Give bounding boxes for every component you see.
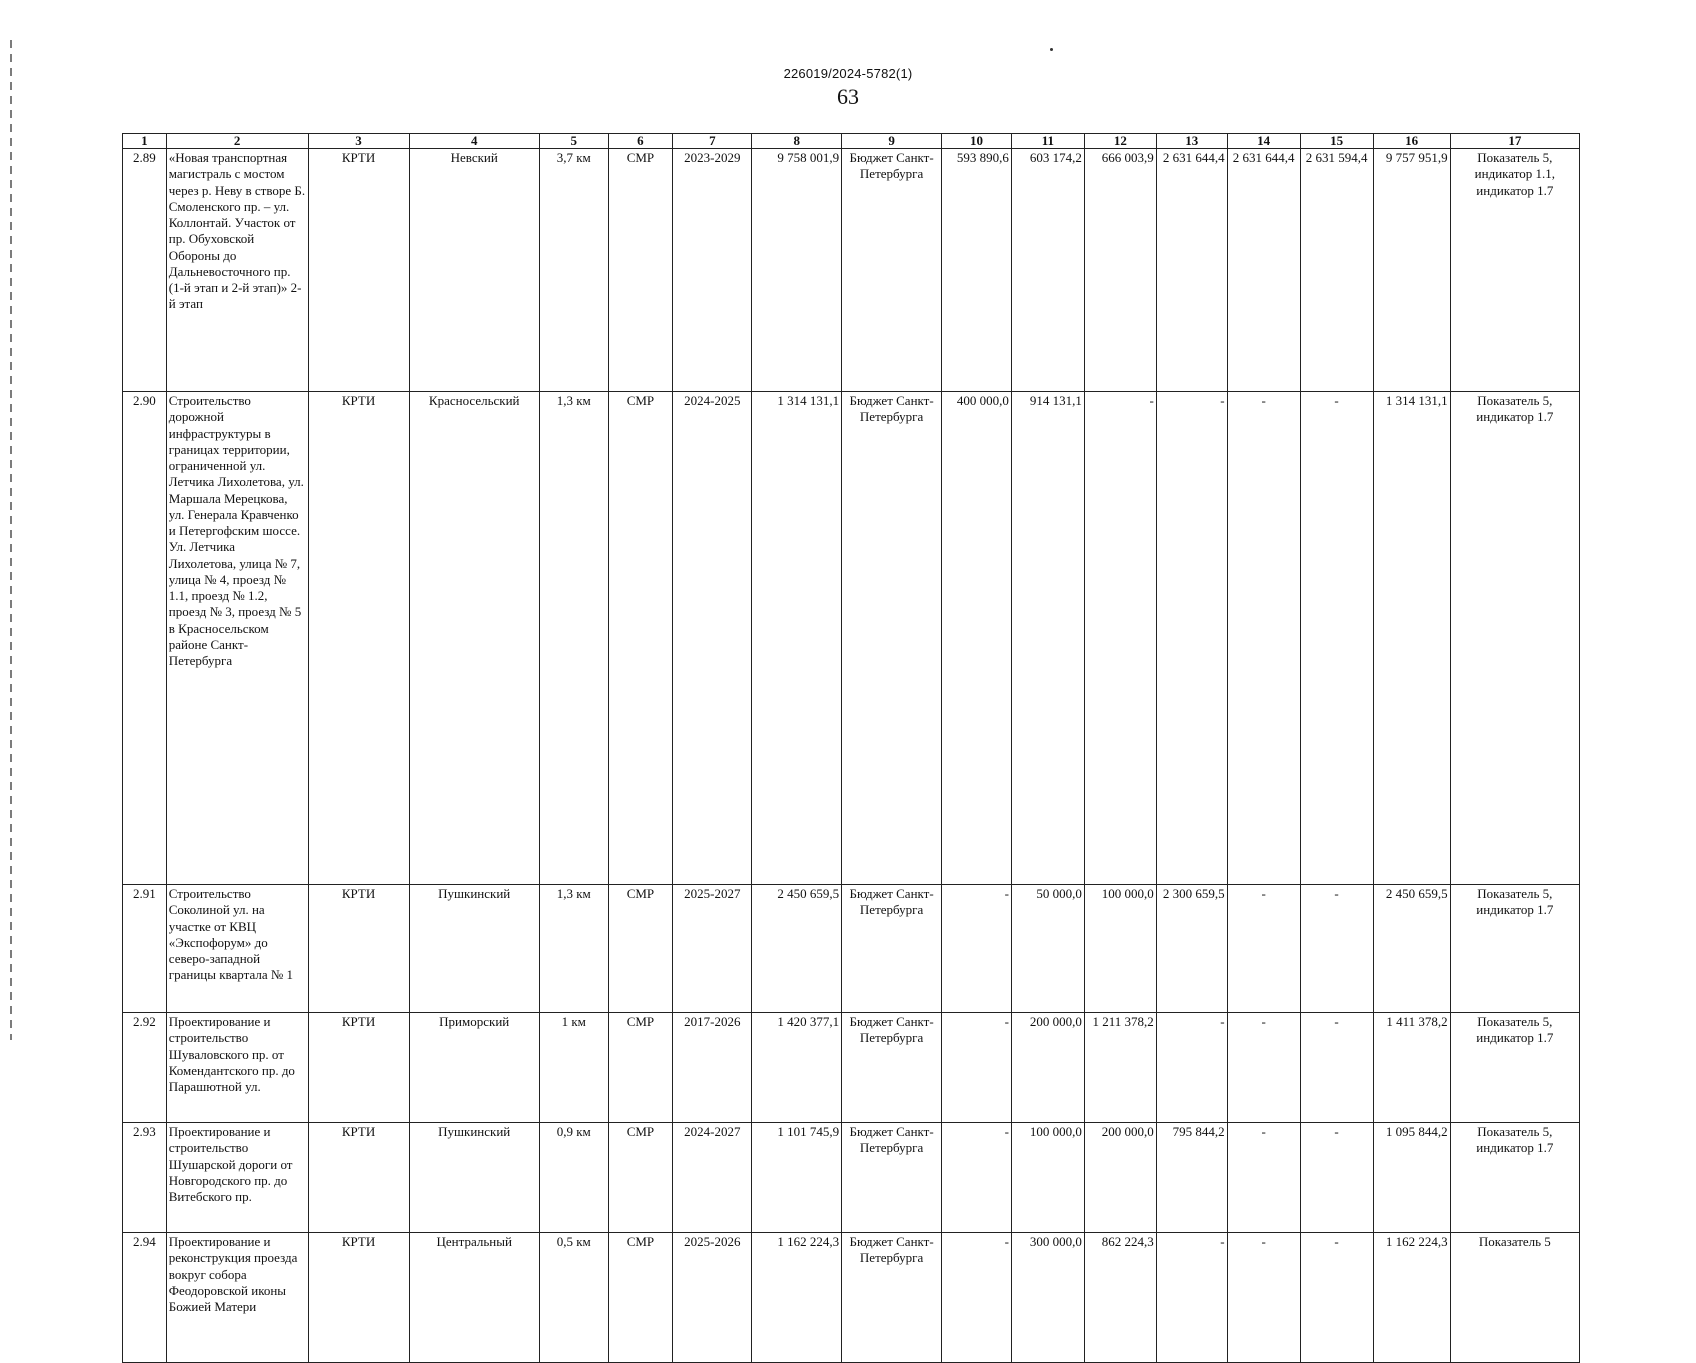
cell-c14: - [1227,885,1300,1013]
cell-c15: - [1300,885,1373,1013]
cell-name: Проектирование и строительство Шуваловского пр. от Комендантского пр. до Парашютной ул. [166,1013,308,1123]
cell-num: 2.92 [123,1013,167,1123]
cell-c11: 50 000,0 [1011,885,1084,1013]
column-header: 7 [673,134,752,149]
table-row [123,1123,1580,1233]
cell-org: КРТИ [308,149,409,392]
cell-district: Приморский [409,1013,539,1123]
cell-type: СМР [608,149,673,392]
cell-period: 2025-2027 [673,885,752,1013]
cell-type: СМР [608,392,673,885]
cell-source: Бюджет Санкт-Петербурга [842,392,942,885]
cell-c16: 1 095 844,2 [1373,1123,1450,1233]
cell-period: 2025-2026 [673,1233,752,1363]
cell-name: Строительство дорожной инфраструктуры в границах территории, ограниченной ул. Летчика Лихолетова, ул. Маршала Мерецкова, ул. Генерала Кравченко и Петергофским шоссе. Ул. Летчика Лихолетова, улица № 7, улица № 4, проезд № 1.1, проезд № 1.2, проезд № 3, проезд № 5 в Красносельском районе Санкт-Петербурга [166,392,308,885]
cell-total: 1 420 377,1 [752,1013,842,1123]
cell-source: Бюджет Санкт-Петербурга [842,885,942,1013]
cell-c16: 1 162 224,3 [1373,1233,1450,1363]
page-number: 63 [837,84,859,109]
cell-c12: 862 224,3 [1084,1233,1156,1363]
cell-indicator: Показатель 5 [1450,1233,1579,1363]
cell-c15: - [1300,1013,1373,1123]
column-header: 14 [1227,134,1300,149]
cell-org: КРТИ [308,1013,409,1123]
cell-indicator: Показатель 5, индикатор 1.7 [1450,1013,1579,1123]
cell-total: 2 450 659,5 [752,885,842,1013]
column-header: 12 [1084,134,1156,149]
cell-c10: 593 890,6 [942,149,1012,392]
cell-num: 2.93 [123,1123,167,1233]
cell-total: 1 101 745,9 [752,1123,842,1233]
cell-name: «Новая транспортная магистраль с мостом через р. Неву в створе Б. Смоленского пр. – ул. Коллонтай. Участок от пр. Обуховской Обороны до Дальневосточного пр. (1-й этап и 2-й этап)» 2-й этап [166,149,308,392]
cell-c10: - [942,1233,1012,1363]
cell-c13: - [1156,1013,1227,1123]
cell-length: 1,3 км [539,885,608,1013]
cell-c16: 2 450 659,5 [1373,885,1450,1013]
cell-c10: - [942,885,1012,1013]
cell-total: 1 314 131,1 [752,392,842,885]
cell-c12: 666 003,9 [1084,149,1156,392]
column-header: 5 [539,134,608,149]
cell-c15: 2 631 594,4 [1300,149,1373,392]
cell-c11: 914 131,1 [1011,392,1084,885]
cell-org: КРТИ [308,392,409,885]
cell-name: Строительство Соколиной ул. на участке от КВЦ «Экспофорум» до северо-западной границы квартала № 1 [166,885,308,1013]
table-header-row [123,134,1580,149]
cell-num: 2.94 [123,1233,167,1363]
cell-type: СМР [608,1013,673,1123]
column-header: 3 [308,134,409,149]
cell-source: Бюджет Санкт-Петербурга [842,1123,942,1233]
cell-length: 0,5 км [539,1233,608,1363]
cell-c11: 603 174,2 [1011,149,1084,392]
cell-indicator: Показатель 5, индикатор 1.7 [1450,392,1579,885]
cell-c12: 100 000,0 [1084,885,1156,1013]
cell-district: Центральный [409,1233,539,1363]
scan-speck [1050,48,1053,51]
column-header: 1 [123,134,167,149]
cell-num: 2.91 [123,885,167,1013]
cell-c14: - [1227,1233,1300,1363]
cell-c12: 1 211 378,2 [1084,1013,1156,1123]
column-header: 16 [1373,134,1450,149]
table-row [123,392,1580,885]
cell-org: КРТИ [308,1123,409,1233]
cell-period: 2017-2026 [673,1013,752,1123]
program-table [122,133,1580,1363]
cell-c10: - [942,1013,1012,1123]
cell-c13: - [1156,1233,1227,1363]
cell-district: Невский [409,149,539,392]
cell-district: Пушкинский [409,885,539,1013]
cell-num: 2.89 [123,149,167,392]
cell-source: Бюджет Санкт-Петербурга [842,1233,942,1363]
cell-c16: 1 411 378,2 [1373,1013,1450,1123]
cell-c12: 200 000,0 [1084,1123,1156,1233]
cell-period: 2023-2029 [673,149,752,392]
cell-name: Проектирование и реконструкция проезда вокруг собора Феодоровской иконы Божией Матери [166,1233,308,1363]
cell-c13: 795 844,2 [1156,1123,1227,1233]
table-row [123,149,1580,392]
column-header: 11 [1011,134,1084,149]
column-header: 9 [842,134,942,149]
cell-c10: 400 000,0 [942,392,1012,885]
cell-c12: - [1084,392,1156,885]
cell-c15: - [1300,392,1373,885]
table-row [123,885,1580,1013]
cell-c15: - [1300,1233,1373,1363]
cell-total: 9 758 001,9 [752,149,842,392]
cell-length: 1,3 км [539,392,608,885]
cell-c13: - [1156,392,1227,885]
cell-c13: 2 300 659,5 [1156,885,1227,1013]
cell-indicator: Показатель 5, индикатор 1.7 [1450,1123,1579,1233]
cell-source: Бюджет Санкт-Петербурга [842,1013,942,1123]
cell-district: Красносельский [409,392,539,885]
column-header: 8 [752,134,842,149]
cell-source: Бюджет Санкт-Петербурга [842,149,942,392]
cell-c14: 2 631 644,4 [1227,149,1300,392]
cell-c11: 200 000,0 [1011,1013,1084,1123]
cell-type: СМР [608,885,673,1013]
cell-c16: 9 757 951,9 [1373,149,1450,392]
cell-indicator: Показатель 5, индикатор 1.1, индикатор 1.7 [1450,149,1579,392]
cell-period: 2024-2025 [673,392,752,885]
cell-c14: - [1227,1123,1300,1233]
column-header: 4 [409,134,539,149]
cell-num: 2.90 [123,392,167,885]
table-row [123,1013,1580,1123]
column-header: 17 [1450,134,1579,149]
cell-org: КРТИ [308,1233,409,1363]
cell-c16: 1 314 131,1 [1373,392,1450,885]
cell-period: 2024-2027 [673,1123,752,1233]
cell-district: Пушкинский [409,1123,539,1233]
cell-c14: - [1227,1013,1300,1123]
cell-org: КРТИ [308,885,409,1013]
column-header: 10 [942,134,1012,149]
cell-length: 0,9 км [539,1123,608,1233]
cell-c14: - [1227,392,1300,885]
document-id: 226019/2024-5782(1) [783,66,913,81]
cell-type: СМР [608,1123,673,1233]
cell-c13: 2 631 644,4 [1156,149,1227,392]
cell-type: СМР [608,1233,673,1363]
table-row [123,1233,1580,1363]
cell-c15: - [1300,1123,1373,1233]
cell-c11: 100 000,0 [1011,1123,1084,1233]
cell-length: 1 км [539,1013,608,1123]
cell-c11: 300 000,0 [1011,1233,1084,1363]
cell-name: Проектирование и строительство Шушарской дороги от Новгородского пр. до Витебского пр. [166,1123,308,1233]
cell-c10: - [942,1123,1012,1233]
column-header: 2 [166,134,308,149]
cell-total: 1 162 224,3 [752,1233,842,1363]
scan-margin-line [10,40,12,1040]
column-header: 6 [608,134,673,149]
cell-length: 3,7 км [539,149,608,392]
column-header: 15 [1300,134,1373,149]
cell-indicator: Показатель 5, индикатор 1.7 [1450,885,1579,1013]
column-header: 13 [1156,134,1227,149]
